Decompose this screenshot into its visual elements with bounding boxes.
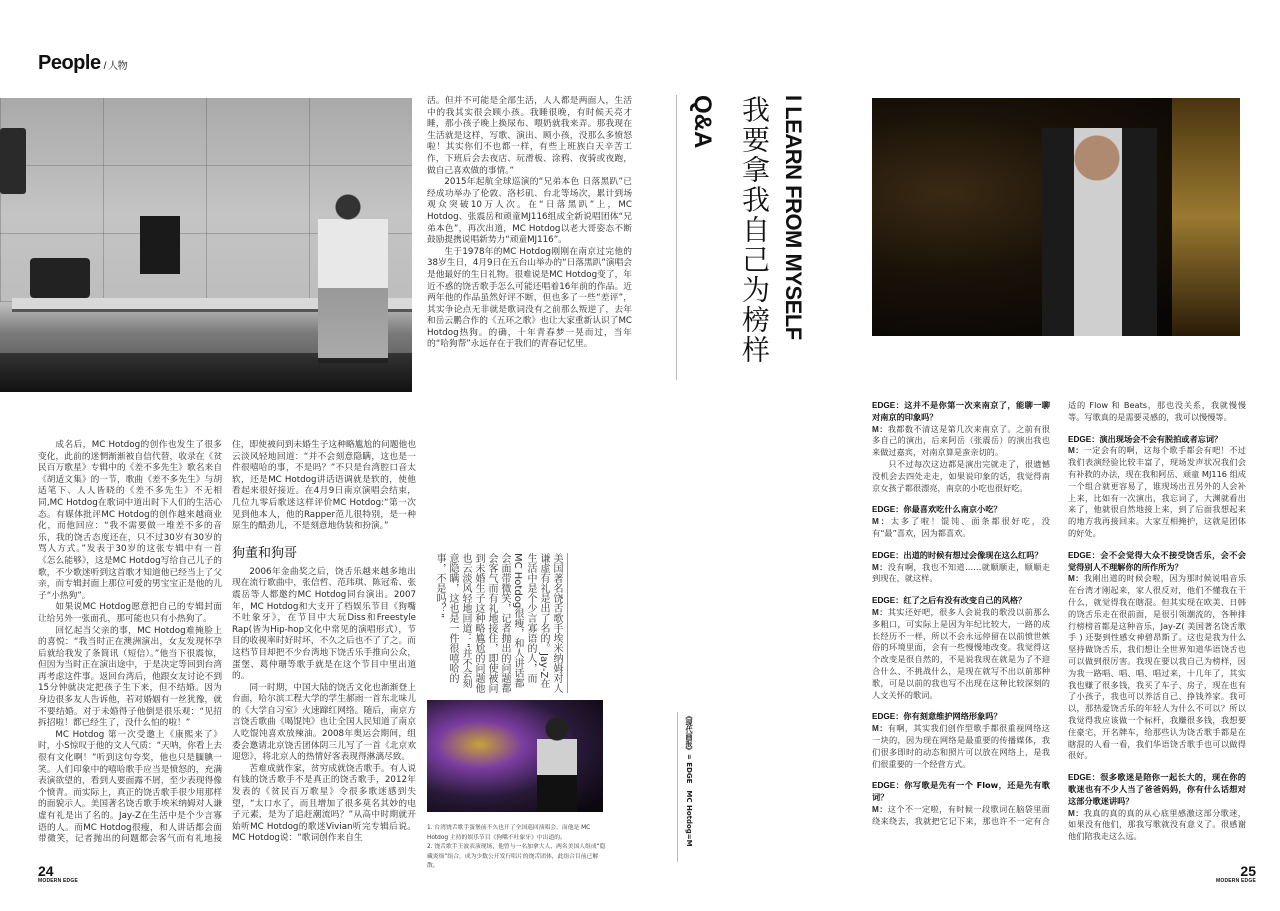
question-prefix: EDGE： — [872, 781, 905, 791]
answer — [1068, 573, 1246, 762]
question — [872, 780, 1050, 804]
interview-credit: 《现代画报》= EDGE MC Hotdog=M — [685, 712, 693, 847]
question-text: 很多歌迷是陪你一起长大的，现在你的歌迷也有不少人当了爸爸妈妈，你有什么话想对这部分歌迷讲吗？ — [1068, 772, 1246, 806]
question-prefix: EDGE： — [872, 712, 904, 722]
paragraph: 生于1978年的MC Hotdog刚刚在南京过完他的38岁生日，4月9日在五台山举办的“日落黑趴”演唱会是他最好的生日礼物。很难说是MC Hotdog变了，年近不惑的饶舌歌手怎么可能还唱着16年前的作品。近两年他的作品虽然好评不断，但也多了一些“差评”，其实争论点无非就是歌词没有之前那么叛逆了，去年和岳云鹏合作的《五环之歌》也让大家重新认识了MC Hotdog热狗。的确，十年青春梦一晃而过，当年的“哈狗帮”永远存在于我们的青春记忆里。 — [427, 246, 632, 350]
answer — [872, 516, 1050, 540]
section-title-cn: / 人物 — [103, 61, 128, 72]
qa-columns — [872, 400, 1246, 843]
answer-text: 没有啊，我也不知道……就顺顺走，顺顺走到现在，就这样。 — [872, 561, 1050, 584]
question — [872, 711, 1050, 723]
answer-text: 其实还好吧，很多人会说我的歌没以前那么多粗口，可实际上是因为年纪比较大，一路的成长经历不一样，所以不会永远停留在以前愤世嫉俗的环境里面，会有一些慢慢地改变。我觉得这个改变是很自然的，不是说我现在就是为了不迎合什么、不挑战什么，是现在就写不出以前那种歌，可是以前的我也写不出现在这种比较深刻的人文关怀的歌词。 — [872, 606, 1050, 700]
stage-photo — [427, 700, 603, 812]
question — [872, 504, 1050, 516]
question-prefix: EDGE： — [1068, 773, 1101, 783]
question — [1068, 550, 1246, 574]
qa-item — [1068, 434, 1246, 540]
answer-text: 一定会有的啊，这每个歌手都会有吧！不过我们表演经验比较丰富了，现场发声状况我们会有补救的办法，现在我和阿岳、顽童 MJ116 组成一个组合就更容易了，谁现场出丑另外的人会补上来，比如有一次演出，我忘词了，大渊就看出来了，他就很自然地接上来，到了后面我想起来的地方我再接回来。大家互相掩护，这就是团体的好处。 — [1068, 445, 1246, 538]
paragraph: 2006年金曲奖之后，饶舌乐越来越多地出现在流行歌曲中，张信哲、范玮琪、陈冠希、张震岳等人都邀约MC Hotdog同台演出。2007年，MC Hotdog和大支开了档娱乐节目《狗嘴不吐象牙》，在节目中大玩Diss和Freestyle Rap(皆为Hip-hop文化中常见的演唱形式），节目的收视率时好时坏，不久之后也不了了之。而这档节目却把不少台湾地下饶舌乐手推向公众，蛋堡、葛仲珊等歌手就是在这个节目中里出道的。 — [232, 566, 416, 682]
question-text: 你最喜欢吃什么南京小吃？ — [903, 504, 1002, 515]
qa-item — [1068, 772, 1246, 843]
photo-captions — [427, 824, 607, 872]
question-text: 演出现场会不会有脱拍或者忘词？ — [1099, 433, 1223, 444]
question — [1068, 434, 1246, 446]
page-number: 25 — [1240, 863, 1256, 879]
question — [872, 550, 1050, 562]
qa-label: Q&A — [689, 95, 716, 149]
answer-text: 我刚出道的时候会啦，因为那时候说唱音乐在台湾才刚起来，家人很反对，他们不懂我在干什么，就觉得我在瞎混。但其实现在欧美、日韩的饶舌乐走在很前面，是很引领潮流的，各种排行榜榜首都是这种音乐，Jay-Z( 美国著名饶舌歌手 ) 还娶到性感女神碧昂斯了。这也是我为什么坚持做饶舌乐，我们想让全世界知道华语饶舌也可以做到很厉害。我现在要以我自己为榜样，因为我一路唱、唱、唱、唱过来，十几年了，其实我也赚了很多钱，我买了车子、房子，现在也有了小孩子，我也可以养活自己、挣钱养家。我可以，那热爱饶舌乐的年轻人为什么不可以？所以我觉得我应该做一个标杆，我赚很多钱，我想要住豪宅，开名牌车，给那些认为饶舌歌手都是在瞎混的人看一看，我们华语饶舌歌手也可以做得很好。 — [1068, 573, 1246, 761]
title-english: I LEARN FROM MYSELF — [781, 95, 806, 340]
question-prefix: EDGE： — [872, 401, 905, 410]
answer — [872, 607, 1050, 701]
question-text: 你写歌是先有一个 Flow，还是先有歌词？ — [872, 780, 1050, 803]
answer-text: 我真的真的真的从心底里感激这部分歌迷，如果没有他们，那我写歌就没有意义了。很感谢他们陪我走这么远。 — [1068, 807, 1246, 842]
qa-item — [872, 550, 1050, 585]
section-title: People — [38, 52, 101, 74]
answer-prefix: M： — [872, 607, 888, 617]
page-number-left — [38, 864, 78, 884]
magazine-name: MODERN EDGE — [1216, 878, 1256, 884]
divider — [676, 95, 677, 380]
answer — [1068, 808, 1246, 843]
question-text: 红了之后有没有改变自己的风格？ — [903, 595, 1027, 606]
answer — [872, 723, 1050, 770]
paragraph: MC Hotdog 第一次受邀上《康熙来了》时，小S惊叹于他的文人气质：“天呐，你看上去很有文化啊！”听到这句夸奖，他也只是腼腆一笑。人们印象中的嘻哈歌手应当是愤怒的，充满表演欲望的，看到人要面露不屑，至少表现得像个愤青。而实际上，真正的饶舌歌手很少用那样的面貌示人。美国著名饶舌歌手埃米纳姆对人谦虚有礼是出了名的。Jay-Z在生活中是个少言寡语的人。而MC Hotdog很瘦，和人讲话都会面带微笑，记者抛出的问题都会客气而有礼地接住，即使被问到未婚生子这种略尴尬的问题他也云淡风轻地回道：“并不会刻意隐瞒，这也是一件很嘻哈的事，不是吗？”不只是台湾腔口音太软，还是MC Hotdog讲话语调就是软的，使他看起来很好接近。在4月9日南京演唱会结束，几位九零后歌迷这样评价MC Hotdog:“第一次见到他本人，他的Rapper范儿很特别，是一种原生的酷劲儿，不是刻意地伪装和扮演。” — [38, 440, 416, 845]
answer-prefix: M： — [1068, 446, 1084, 456]
question-prefix: EDGE： — [872, 550, 904, 560]
question — [872, 400, 1050, 424]
article-body-columns — [38, 440, 416, 846]
question-prefix: EDGE： — [872, 505, 904, 515]
question-prefix: EDGE： — [1068, 550, 1101, 560]
caption: 1. 台湾饶舌歌手蛋堡前不久也开了全国巡回演唱会，而他是 MC Hotdog 主持的娱乐节目《狗嘴不吐象牙》中出道的。 — [427, 825, 591, 841]
answer-prefix: M： — [872, 517, 891, 527]
answer-text: 有啊，其实我们创作型歌手都很重视网络这一块的，因为现在网络是最重要的传播媒体，我们很多即时的动态和照片可以放在网络上，是我们很重要的一个经营方式。 — [872, 723, 1050, 769]
paragraph: 如果说MC Hotdog愿意把自己的专辑封面让给另外一张面孔，那可能也只有小热狗了。 — [38, 602, 222, 624]
question-text: 会不会觉得大众不接受饶舌乐，会不会觉得别人不理解你的所作所为？ — [1068, 549, 1246, 572]
question-text: 这并不是你第一次来南京了，能聊一聊对南京的印象吗？ — [872, 400, 1050, 422]
answer — [872, 562, 1050, 586]
caption: 2. 饶舌歌手王波表演现场，他曾与一名加拿大人、两名美国人组成“隐藏炎烦”组合，成为少数公开发行唱片的饶舌团体，此组合目前已解散。 — [427, 844, 606, 869]
article-top-column — [427, 96, 632, 351]
answer-prefix: M： — [872, 562, 888, 572]
qa-item — [872, 504, 1050, 539]
answer-prefix: M： — [1068, 808, 1084, 818]
answer-prefix: M： — [872, 804, 888, 814]
question — [872, 595, 1050, 607]
subheading: 狗董和狗哥 — [232, 545, 298, 561]
paragraph: 回忆起当父亲的事，MC Hotdog难掩脸上的喜悦：“我当时正在澳洲演出，女友发现怀孕后就给我发了条简讯（短信）。”他当下很震惊，但因为当时正在演出途中，于是决定等回到台湾再考虑这件事。返回台湾后，他跟女友讨论不到15分钟就决定把孩子生下来，但不结婚。因为身边很多友人告诉他，若对婚姻有一丝犹豫，就不要结婚。对于未婚得子他倒是很乐观：“见招拆招啦！都已经生了，没什么怕的啦！” — [38, 625, 222, 729]
paragraph: 2015年起航全球巡演的“兄弟本色 日落黑趴”已经成功举办了伦敦、洛杉矶、台北等场次，累计到场观众突破10万人次。在“日落黑趴”上，MC Hotdog、张震岳和顽童MJ116组成全新说唱团体“兄弟本色”，再次出道，MC Hotdog以老大哥姿态不断鼓励提携说唱新势力“顽童MJ116”。 — [427, 177, 632, 246]
question-text: 你有刻意维护网络形象吗？ — [903, 711, 1002, 722]
answer-continued: 只不过每次这边都是演出完就走了，很遗憾没机会去四处走走，如果说印象的话，我觉得南京女孩子都很漂亮，南京的小吃也很好吃。 — [872, 458, 1050, 493]
qa-item — [872, 711, 1050, 770]
answer-prefix: M： — [872, 424, 888, 434]
answer-text: 太多了啦！馄饨、面条都很好吃，没有“最”喜欢，因为都喜欢。 — [872, 516, 1050, 538]
paragraph: 成名后，MC Hotdog的创作也发生了很多变化，此前的迷惘渐渐被自信代替，收录在《贫民百万歌星》专辑中的《差不多先生》歌名来自《胡适文集》的一节，歌曲《差不多先生》与胡适笔下、人人皆晓的《差不多先生》不无相同,MC Hotdog在歌词中道出时下人们的生活心态。有媒体批评MC Hotdog的创作越来越商业化，而他回应：“我不需要做一堆差不多的音乐，我的饶舌态度还在，只不过30岁有30岁的骂人方式。”发表于30岁的这张专辑中有一首《怎么能够》，这是MC Hotdog写给自己儿子的歌，不少歌迷听到这首歌才知道他已经当上了父亲，而专辑封面上那位可爱的男宝宝正是他的儿子“小热狗”。 — [38, 440, 222, 601]
answer — [1068, 445, 1246, 539]
studio-photo — [0, 98, 412, 392]
answer — [872, 424, 1050, 459]
qa-item — [872, 400, 1050, 494]
question — [1068, 772, 1246, 807]
answer-text: 这个不一定啦，有时候一段歌词在脑袋里面绕来绕去，我就把它记下来，那也许不一定有合适的 Flow 和 Beats，那也没关系，我就慢慢等。写歌真的是需要灵感的，我可以慢慢等。 — [872, 400, 1246, 826]
pull-quote: 美国著名饶舌歌手埃米纳姆对人谦虚有礼是出了名的。Jay-Z在生活中是个少言寡语的人，而MC Hotdog很瘦，和人讲话都会面带微笑，记者抛出的问题都会客气而有礼地接住，即使被问到未婚生子这种略尴尬的问题他也云淡风轻地回道：“并不会刻意隐瞒，这也是一件很嘻哈的事，不是吗？” — [433, 553, 568, 693]
page-number-right — [1216, 864, 1256, 884]
question-text: 出道的时候有想过会像现在这么红吗？ — [903, 549, 1043, 560]
answer-prefix: M： — [1068, 574, 1084, 584]
qa-item — [1068, 550, 1246, 762]
page-number: 24 — [38, 863, 54, 879]
question-prefix: EDGE： — [1068, 434, 1100, 444]
title-chinese: 我要拿我自己为榜样 — [738, 95, 771, 365]
answer-prefix: M： — [872, 724, 888, 734]
magazine-name: MODERN EDGE — [38, 878, 78, 884]
paragraph: 活。但并不可能是全部生活，人人都是两面人，生活中的我其实很会顾小孩。我睡很晚，有时候天亮才睡，那小孩子晚上换尿布、喂奶就我来弄。那我现在生活就是这样，写歌、演出、顾小孩，没那么多愤怒啦！其实你们不也都一样，有些上班族白天辛苦工作，下班后会去夜店、玩滑板、涂鸦、夜骑或夜跑，做自己喜欢做的事情。” — [427, 96, 632, 176]
answer-text: 我都数不清这是第几次来南京了。之前有很多自己的演出，后来阿岳（张震岳）的演出我也来做过嘉宾，对南京算是蛮亲切的。 — [872, 423, 1050, 458]
paragraph: 同一时期，中国大陆的饶舌文化也渐渐登上台面，哈尔滨工程大学的学生郝雨一首东北味儿的《大学自习室》火速蹿红网络。随后，南京方言饶舌歌曲《喝馄饨》也让全国人民知道了南京人吃馄饨喜欢放辣油。2008年奥运会期间，组委会邀请北京饶舌团体阴三儿写了一首《北京欢迎您》，将北京人的热情好客表现得淋漓尽致。 — [232, 682, 416, 763]
divider — [677, 712, 678, 862]
paragraph: 苦难成就作家，贫穷成就饶舌歌手。有人说有钱的饶舌歌手不是真正的饶舌歌手，2012年发表的《贫民百万歌星》令很多歌迷感到失望，“太口水了，而且增加了很多莫名其妙的电子元素，是为了追赶潮流吗？”从高中时期就开始听MC Hotdog的歌迷Vivian听完专辑后说。MC Hotdog说：“歌词创作来自生 — [232, 763, 416, 844]
qa-item — [872, 595, 1050, 701]
question-prefix: EDGE： — [872, 596, 904, 606]
performer-photo — [872, 98, 1240, 336]
section-header — [38, 52, 127, 75]
